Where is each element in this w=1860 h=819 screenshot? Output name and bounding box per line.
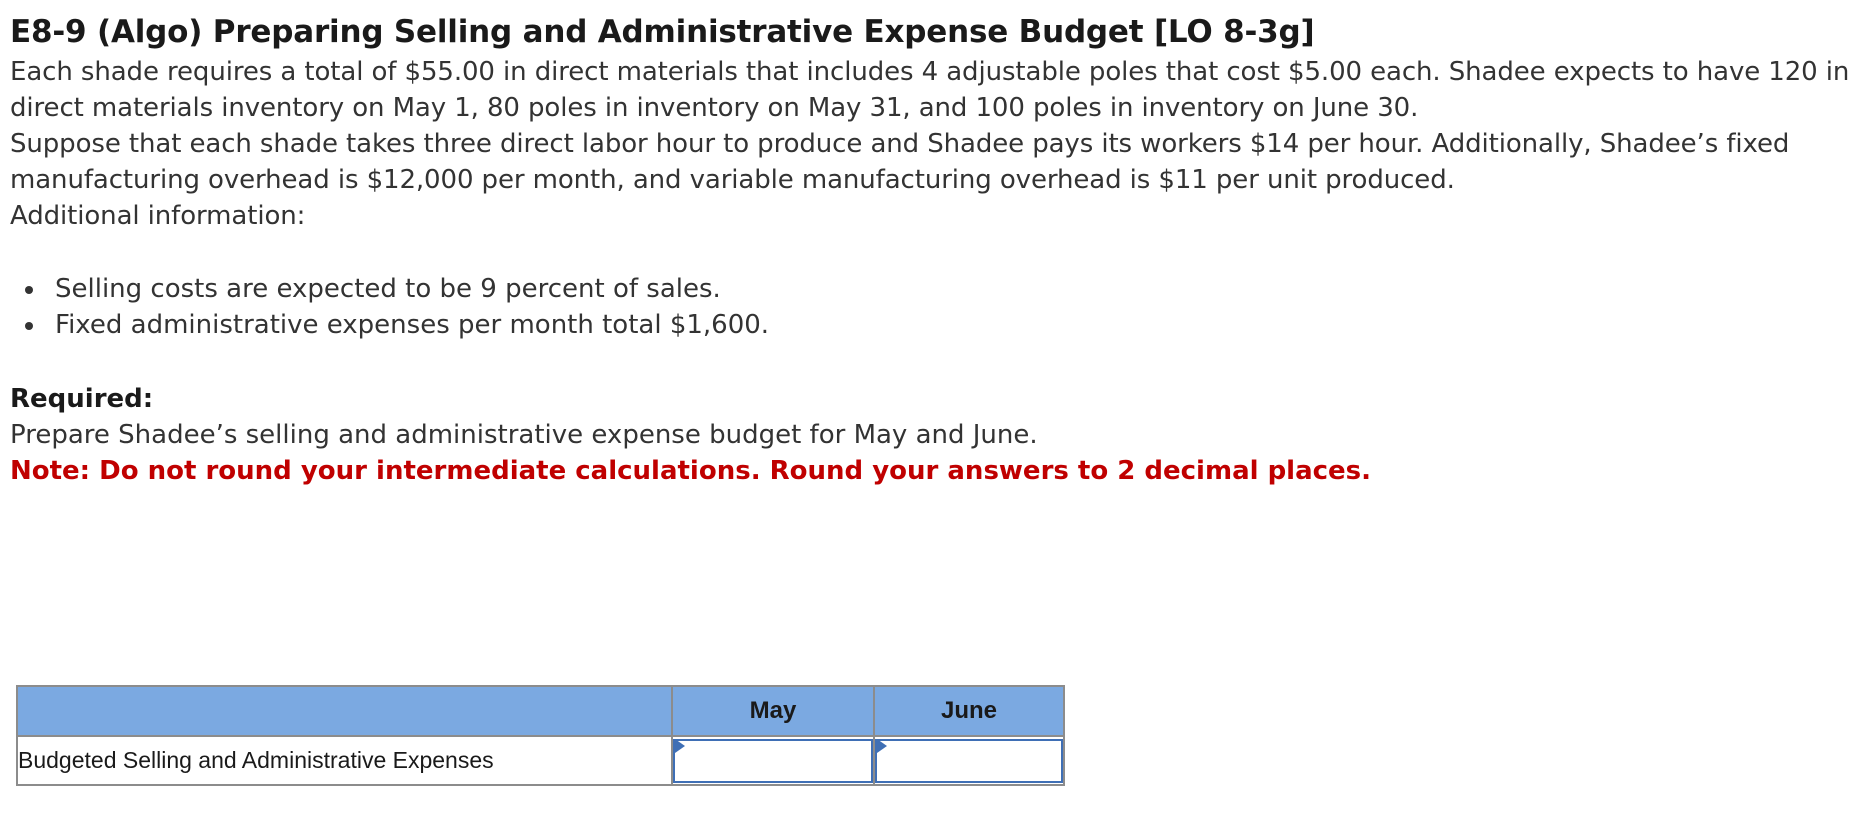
budget-table (16, 685, 1065, 786)
additional-info-heading: Additional information: (10, 201, 306, 231)
header-june: June (874, 686, 1064, 736)
list-item: • Fixed administrative expenses per month total $1,600. (47, 307, 1860, 343)
header-may: May (672, 686, 874, 736)
table-row (17, 736, 1064, 785)
materials-paragraph: Each shade requires a total of $55.00 in direct materials that includes 4 adjustable poles that cost $5.00 each. Shadee expects to have 120 in direct materials inventory on May 1, 80 poles in inventory on May 31, and 100 poles in inventory on June 30. (10, 57, 1850, 123)
additional-info-list (10, 271, 1860, 343)
table-header-row (17, 686, 1064, 736)
labor-paragraph: Suppose that each shade takes three direct labor hour to produce and Shadee pays its workers $14 per hour. Additionally, Shadee’s fixed manufacturing overhead is $12,000 per month, and variable manufacturing overhead is $11 per unit produced. (10, 129, 1790, 195)
required-instructions: Prepare Shadee’s selling and administrative expense budget for May and June. (10, 420, 1038, 450)
june-amount-input[interactable] (875, 739, 1063, 783)
list-item: • Selling costs are expected to be 9 percent of sales. (47, 271, 1860, 307)
header-blank (17, 686, 672, 736)
row-label-budgeted-expenses: Budgeted Selling and Administrative Expenses (17, 736, 672, 785)
may-amount-input[interactable] (673, 739, 873, 783)
page-title: E8-9 (Algo) Preparing Selling and Administrative Expense Budget [LO 8-3g] (10, 14, 1315, 50)
rounding-note: Note: Do not round your intermediate calculations. Round your answers to 2 decimal places. (10, 456, 1372, 486)
june-input-cell (874, 736, 1064, 785)
required-label: Required: (10, 384, 154, 414)
required-section (10, 381, 1860, 489)
may-input-cell (672, 736, 874, 785)
